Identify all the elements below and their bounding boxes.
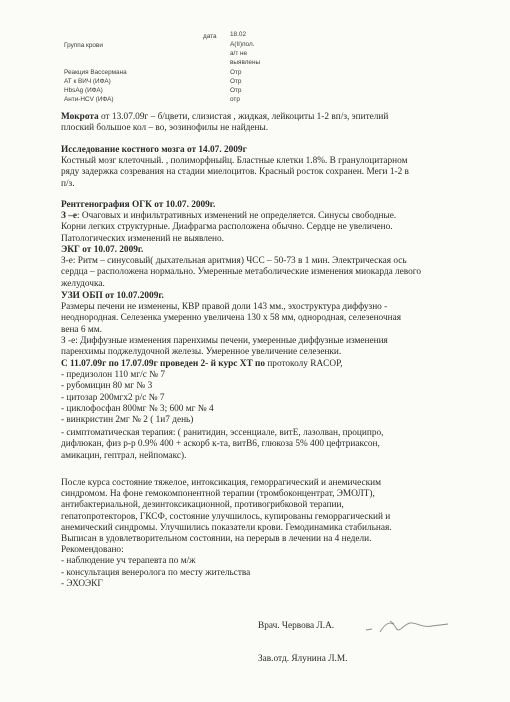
summary-line: Рекомендовано:: [61, 545, 124, 556]
summary-line: гепатопротекторов, ГКСФ, состояние улучшилось, купированы геморрагический и: [61, 511, 391, 522]
ultrasound-line: вена 6 мм.: [61, 324, 102, 335]
xray-line: Патологических изменений не выявлено.: [61, 233, 224, 244]
xray-line: : Очаговых и инфильтративных изменений не определяется. Синусы свободные.: [77, 211, 397, 222]
chemo-item: дифлюкан, физ р-р 0.9% 400 + аскорб к-та, витВ6, глюкоза 5% 400 цефтриаксон,: [61, 439, 380, 450]
lab-row-label: АТ к ВИЧ (ИФА): [64, 78, 111, 85]
summary-section: [61, 478, 456, 590]
lab-row-value: Отр: [230, 69, 242, 76]
blood-group-value-1: А(II)пол.: [230, 41, 255, 48]
bone-marrow-line: Костный мозг клеточный. , полиморфныйц. Бластные клетки 1.8%. В гранулоцитарном: [61, 156, 408, 167]
chemo-title: С 11.07.09г по 17.07.09г проведен 2- й курс ХТ по: [61, 359, 265, 369]
summary-line: Выписан в удовлетворительном состоянии, на перерыв в лечении на 4 недели.: [61, 534, 372, 545]
ultrasound-line: Размеры печени не изменены, КВР правой доли 143 мм., эхоструктура диффузно -: [61, 302, 388, 313]
date-column-value: 18.02: [230, 31, 246, 38]
xray-conclusion-label: З –е: [61, 211, 78, 222]
summary-line: анемический синдромы. Улучшились показатели крови. Гемодинамика стабильная.: [61, 522, 392, 533]
blood-group-label: Группа крови: [64, 42, 103, 49]
ecg-title: ЭКГ от 10.07. 2009г.: [61, 245, 144, 255]
ultrasound-section: [61, 291, 456, 358]
chemo-item: - рубомицин 80 мг № 3: [61, 381, 153, 392]
date-column-label: дата: [203, 33, 217, 40]
chemo-section: [61, 359, 456, 462]
ultrasound-line: паренхимы поджелудочной железы. Умеренное увеличение селезенки.: [61, 347, 342, 358]
lab-row-label: Реакция Вассермана: [64, 69, 127, 76]
bone-marrow-section: [61, 145, 456, 190]
lab-row-value: Отр: [230, 78, 242, 85]
sputum-line: от 13.07.09г – б/цвети, слизистая , жидкая, лейкоциты 1-2 вп/з, эпителий: [98, 112, 389, 122]
lab-row-label: Анти-HCV (ИФА): [64, 96, 114, 103]
lab-row-value: отр: [230, 96, 240, 103]
summary-line: антибактериальной, дезинтоксикационной, противогрибковой терапии,: [61, 500, 344, 511]
ultrasound-title: УЗИ ОБП от 10.07.2009г.: [61, 291, 164, 301]
chemo-item: амикацин, гептрал, нейпомакс).: [61, 450, 187, 461]
chemo-item: - циклофосфан 800мг № 3; 600 мг № 4: [61, 403, 214, 414]
chemo-item: - симптоматическая терапия: ( ранитидин, эссенциале, витЕ, лазолван, проципро,: [61, 428, 384, 439]
ultrasound-line: З -е: Диффузные изменения паренхимы печени, умеренные диффузные изменения: [61, 335, 388, 346]
bone-marrow-line: п/з.: [61, 178, 75, 189]
xray-line: Корни легких структурные. Диафрагма расположена обычно. Сердце не увеличено.: [61, 222, 393, 233]
chemo-item: - винкристин 2мг № 2 ( 1и7 день): [61, 415, 194, 426]
sputum-title: Мокрота: [61, 112, 99, 122]
sputum-section: [61, 112, 456, 134]
summary-line: После курса состояние тяжелое, интоксикация, геморрагический и анемическим: [61, 478, 381, 488]
summary-line: - наблюдение уч терапевта по м/ж: [61, 556, 196, 567]
chemo-item: - предизолон 110 мг/с № 7: [61, 370, 165, 381]
xray-title: Рентгенография ОГК от 10.07. 2009г.: [61, 200, 216, 210]
summary-line: - ЭХОЭКГ: [61, 578, 103, 589]
chemo-protocol: протоколу RACOP,: [265, 359, 343, 369]
blood-group-value-2: а/т не: [230, 50, 248, 57]
ecg-line: сердца – расположена нормально. Умеренные метаболические изменения миокарда левого: [61, 267, 421, 278]
ecg-section: [61, 245, 456, 290]
chemo-item: - цитозар 200мгх2 р/с № 7: [61, 392, 165, 403]
xray-section: [61, 200, 456, 245]
handwritten-signature-icon: [362, 614, 452, 638]
summary-line: - консультация венеролога по месту жительства: [61, 567, 251, 578]
bone-marrow-title: Исследование костного мозга от 14.07. 2009г: [61, 145, 247, 155]
lab-row-label: HbsAg (ИФА): [64, 87, 103, 94]
ecg-line: желудочка.: [61, 278, 105, 289]
lab-row-value: Отр: [230, 87, 242, 94]
doctor-signature-line: Врач. Червова Л.А.: [258, 621, 335, 631]
ecg-line: З-е: Ритм – синусовый( дыхательная аритмия) ЧСС – 50-73 в 1 мин. Электрическая ось: [61, 256, 407, 267]
sputum-line: плоский большое кол – во, эозинофилы не найдены.: [61, 123, 269, 134]
ultrasound-line: неоднородная. Селезенка умеренно увеличена 130 х 58 мм, однородная, селезеночная: [61, 313, 402, 324]
summary-line: синдромом. На фоне гемокомпонентной терапии (тромбоконцентрат, ЭМОЛТ),: [61, 489, 375, 500]
bone-marrow-line: ряду задержка созревания на стадии миелоцитов. Красный росток сохранен. Меги 1-2 в: [61, 167, 409, 178]
blood-group-value-3: выявлены: [230, 59, 261, 66]
head-of-department-signature-line: Зав.отд. Ялунина Л.М.: [258, 654, 348, 664]
